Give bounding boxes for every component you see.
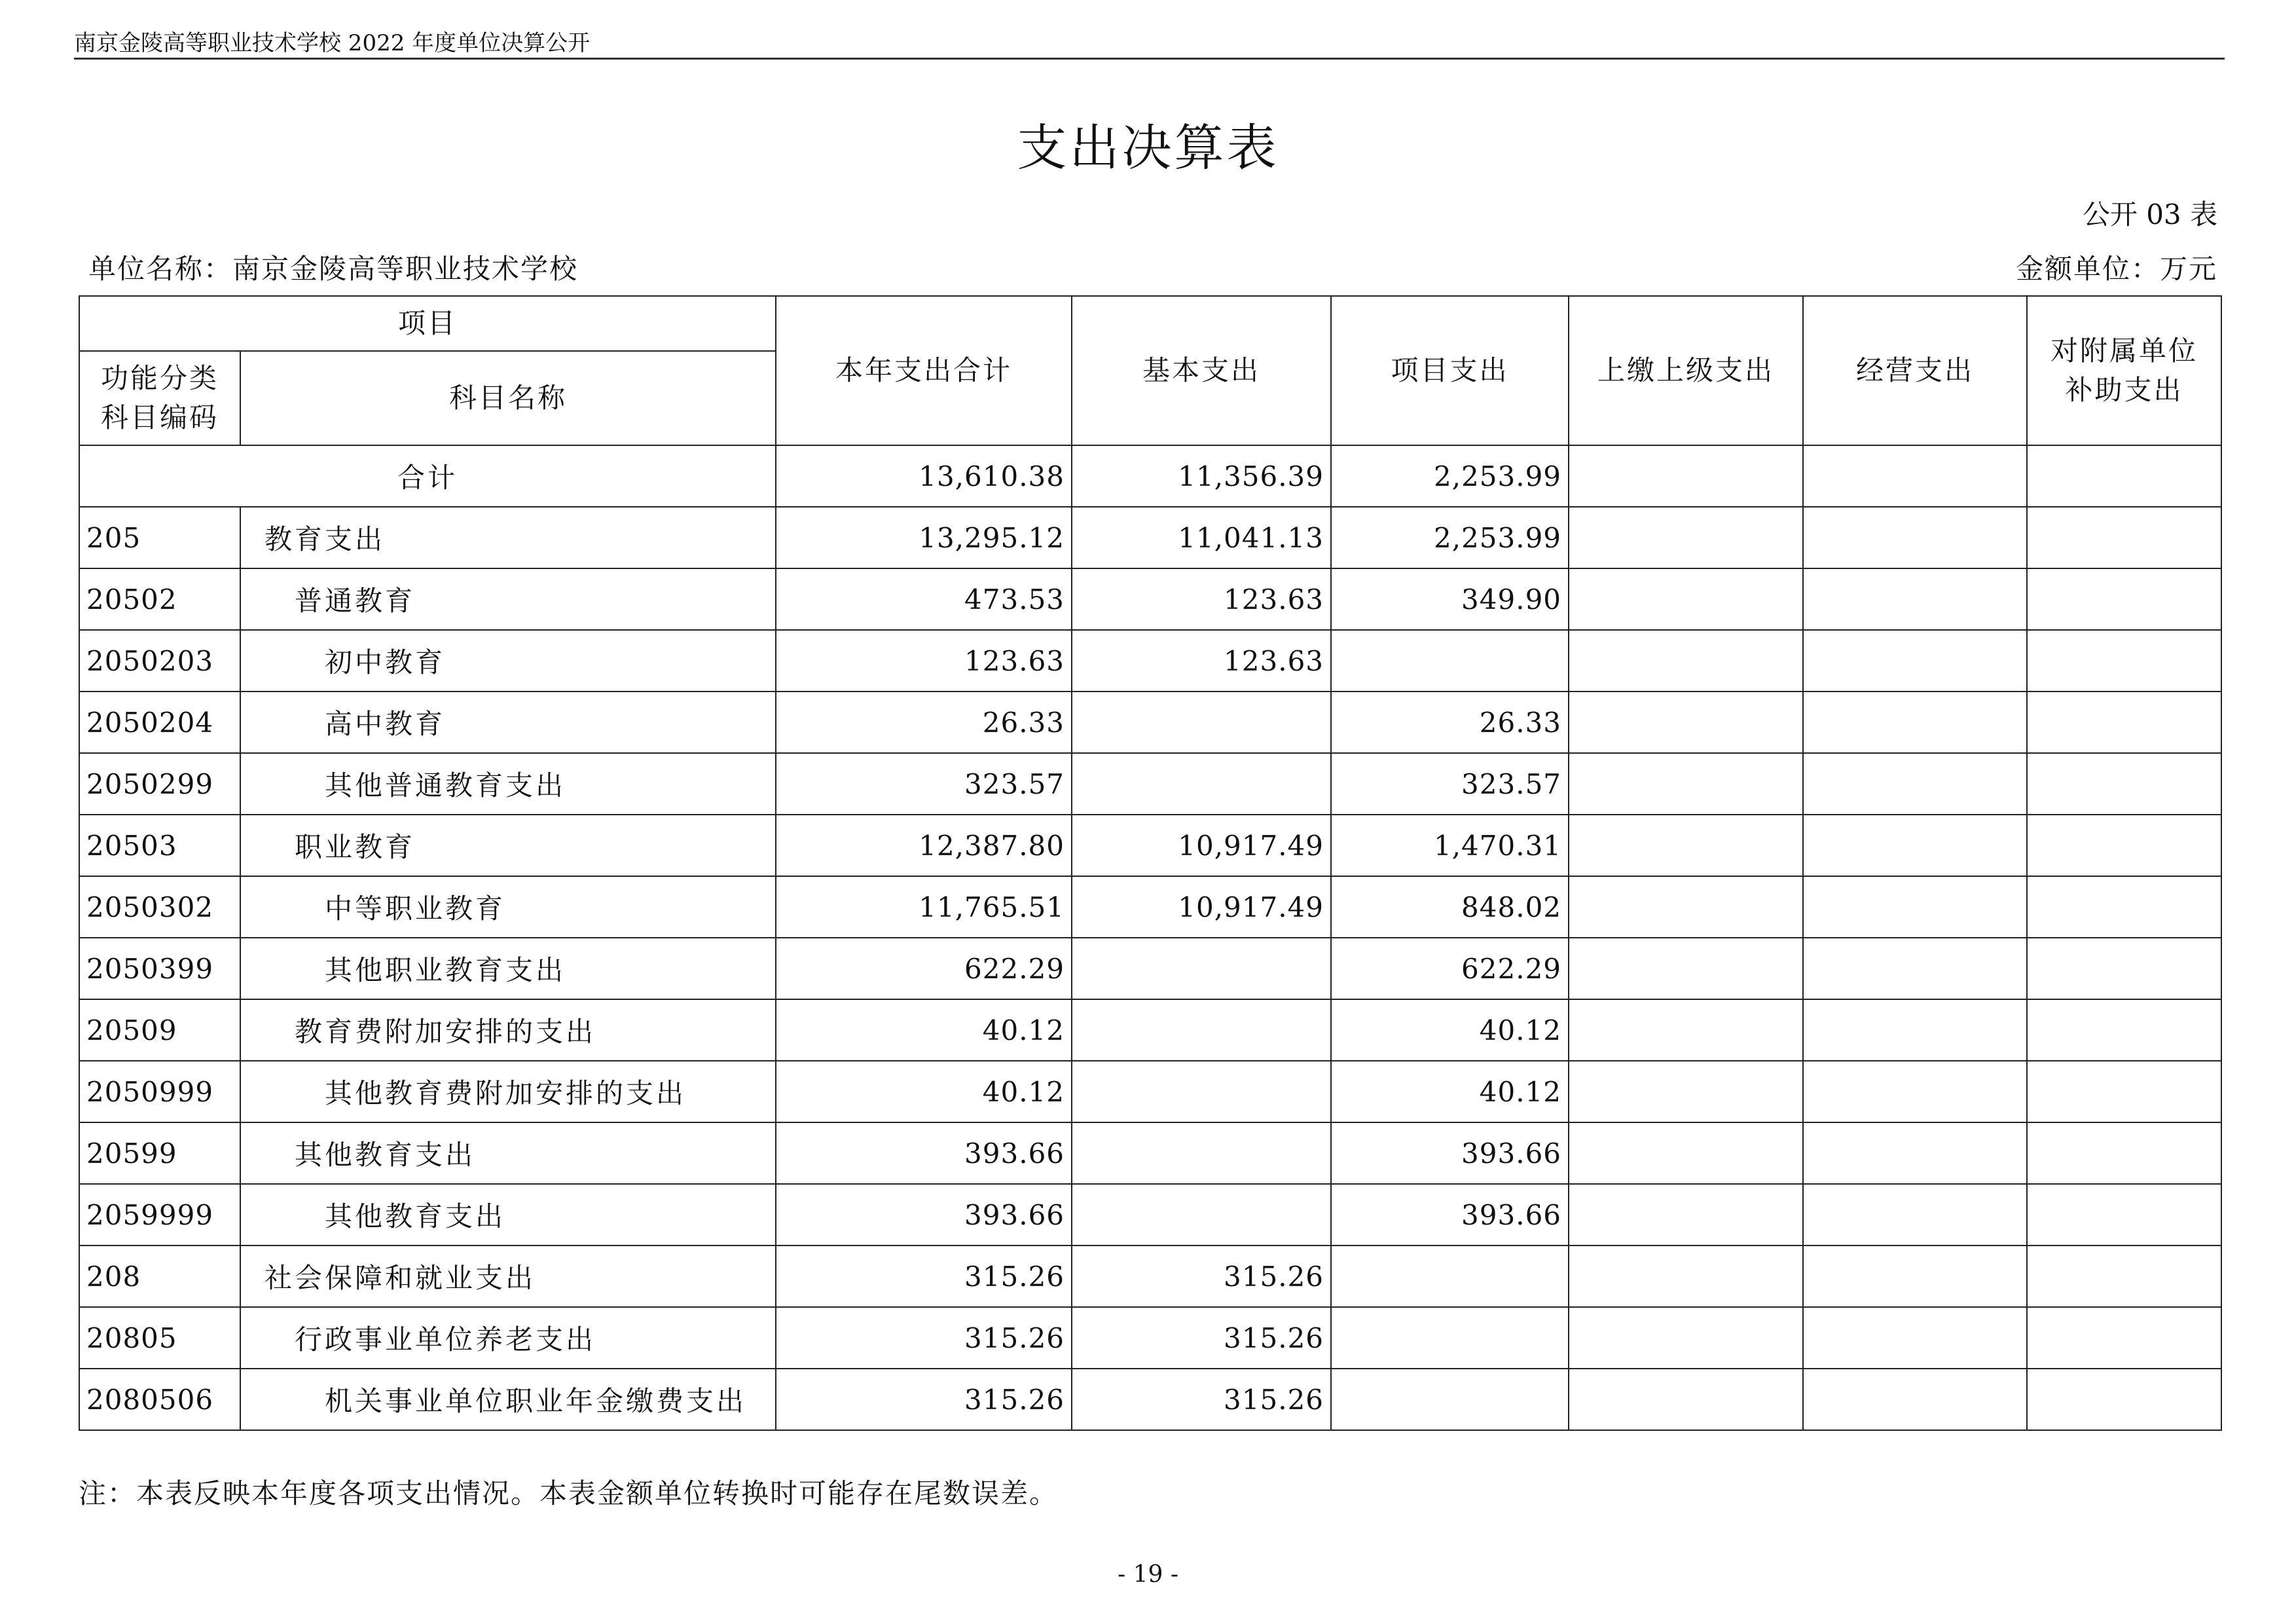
row-upper [1569,876,1803,938]
total-header: 本年支出合计 [776,296,1072,445]
row-name: 初中教育 [240,630,776,692]
row-project: 393.66 [1331,1184,1569,1246]
row-business [1803,1307,2027,1369]
row-code: 2050299 [79,753,240,815]
row-total: 315.26 [776,1369,1072,1430]
row-name: 其他教育支出 [240,1184,776,1246]
table-row [79,1122,2221,1184]
row-code: 20805 [79,1307,240,1369]
total-business [1803,445,2027,507]
row-total: 393.66 [776,1122,1072,1184]
table-row [79,938,2221,999]
row-upper [1569,507,1803,568]
row-subsidy [2027,815,2221,876]
row-business [1803,938,2027,999]
item-header: 项目 [79,296,776,351]
row-project: 2,253.99 [1331,507,1569,568]
row-basic: 315.26 [1072,1246,1331,1307]
row-business [1803,753,2027,815]
row-code: 2059999 [79,1184,240,1246]
row-business [1803,507,2027,568]
code-header [79,351,240,445]
row-subsidy [2027,692,2221,753]
row-name: 社会保障和就业支出 [240,1246,776,1307]
row-code: 20502 [79,568,240,630]
row-upper [1569,1369,1803,1430]
running-header: 南京金陵高等职业技术学校 2022 年度单位决算公开 [74,30,591,56]
row-project: 622.29 [1331,938,1569,999]
row-name: 其他教育支出 [240,1122,776,1184]
row-total: 13,295.12 [776,507,1072,568]
header-rule [74,58,2225,60]
row-basic: 10,917.49 [1072,815,1331,876]
row-total: 11,765.51 [776,876,1072,938]
row-basic [1072,753,1331,815]
row-basic: 10,917.49 [1072,876,1331,938]
row-total: 622.29 [776,938,1072,999]
row-name: 中等职业教育 [240,876,776,938]
row-subsidy [2027,1061,2221,1122]
project-header: 项目支出 [1331,296,1569,445]
row-business [1803,999,2027,1061]
total-total: 13,610.38 [776,445,1072,507]
row-upper [1569,753,1803,815]
row-basic [1072,999,1331,1061]
page-number: - 19 - [1117,1561,1179,1588]
table-row [79,753,2221,815]
row-project: 848.02 [1331,876,1569,938]
row-name: 其他教育费附加安排的支出 [240,1061,776,1122]
row-subsidy [2027,630,2221,692]
row-total: 315.26 [776,1307,1072,1369]
row-project [1331,630,1569,692]
total-label: 合计 [79,445,776,507]
table-row [79,815,2221,876]
row-project: 393.66 [1331,1122,1569,1184]
row-code: 208 [79,1246,240,1307]
row-project [1331,1246,1569,1307]
subsidy-header-line2: 补助支出 [2065,374,2183,406]
row-code: 20509 [79,999,240,1061]
row-project: 26.33 [1331,692,1569,753]
row-name: 普通教育 [240,568,776,630]
row-project [1331,1369,1569,1430]
row-upper [1569,568,1803,630]
code-header-line1: 功能分类 [100,362,219,394]
row-project: 1,470.31 [1331,815,1569,876]
row-name: 机关事业单位职业年金缴费支出 [240,1369,776,1430]
row-subsidy [2027,876,2221,938]
row-upper [1569,1307,1803,1369]
row-basic [1072,1122,1331,1184]
row-total: 40.12 [776,999,1072,1061]
row-code: 2050203 [79,630,240,692]
row-name: 职业教育 [240,815,776,876]
row-code: 205 [79,507,240,568]
row-total: 26.33 [776,692,1072,753]
row-code: 20503 [79,815,240,876]
row-business [1803,815,2027,876]
table-row [79,630,2221,692]
row-business [1803,1122,2027,1184]
row-business [1803,1246,2027,1307]
row-upper [1569,692,1803,753]
row-subsidy [2027,568,2221,630]
table-row [79,1246,2221,1307]
row-total: 315.26 [776,1246,1072,1307]
row-subsidy [2027,1122,2221,1184]
business-header: 经营支出 [1803,296,2027,445]
row-basic: 11,041.13 [1072,507,1331,568]
row-code: 2050302 [79,876,240,938]
row-name: 其他普通教育支出 [240,753,776,815]
row-upper [1569,1184,1803,1246]
table-row [79,692,2221,753]
row-upper [1569,1061,1803,1122]
row-basic: 315.26 [1072,1307,1331,1369]
row-business [1803,876,2027,938]
amount-unit: 金额单位：万元 [2015,253,2217,285]
subsidy-header-line1: 对附属单位 [2050,335,2198,367]
row-basic [1072,692,1331,753]
row-basic: 123.63 [1072,630,1331,692]
row-subsidy [2027,1369,2221,1430]
total-basic: 11,356.39 [1072,445,1331,507]
total-row [79,445,2221,507]
row-business [1803,630,2027,692]
name-header: 科目名称 [240,351,776,445]
row-subsidy [2027,999,2221,1061]
row-business [1803,568,2027,630]
row-business [1803,1184,2027,1246]
row-code: 20599 [79,1122,240,1184]
total-upper [1569,445,1803,507]
row-total: 12,387.80 [776,815,1072,876]
row-total: 40.12 [776,1061,1072,1122]
table-row [79,999,2221,1061]
row-upper [1569,999,1803,1061]
row-name: 高中教育 [240,692,776,753]
row-business [1803,1369,2027,1430]
row-code: 2050999 [79,1061,240,1122]
row-upper [1569,630,1803,692]
total-project: 2,253.99 [1331,445,1569,507]
upper-header: 上缴上级支出 [1569,296,1803,445]
row-upper [1569,938,1803,999]
row-basic [1072,1184,1331,1246]
row-subsidy [2027,1184,2221,1246]
row-basic [1072,1061,1331,1122]
row-subsidy [2027,507,2221,568]
row-project [1331,1307,1569,1369]
table-row [79,1307,2221,1369]
form-number: 公开 03 表 [2082,198,2217,231]
table-row [79,1061,2221,1122]
row-basic: 315.26 [1072,1369,1331,1430]
row-subsidy [2027,1307,2221,1369]
table-row [79,568,2221,630]
basic-header: 基本支出 [1072,296,1331,445]
table-row [79,507,2221,568]
row-project: 349.90 [1331,568,1569,630]
unit-name: 单位名称：南京金陵高等职业技术学校 [88,253,579,285]
row-total: 473.53 [776,568,1072,630]
row-subsidy [2027,1246,2221,1307]
row-project: 40.12 [1331,1061,1569,1122]
row-subsidy [2027,938,2221,999]
table-note: 注：本表反映本年度各项支出情况。本表金额单位转换时可能存在尾数误差。 [79,1477,1059,1509]
table-row [79,1184,2221,1246]
row-code: 2050399 [79,938,240,999]
row-business [1803,692,2027,753]
row-name: 教育支出 [240,507,776,568]
row-code: 2050204 [79,692,240,753]
row-total: 393.66 [776,1184,1072,1246]
page-title: 支出决算表 [1017,119,1279,177]
total-subsidy [2027,445,2221,507]
row-subsidy [2027,753,2221,815]
row-upper [1569,1246,1803,1307]
row-total: 323.57 [776,753,1072,815]
subsidy-header [2027,296,2221,445]
row-upper [1569,1122,1803,1184]
table-row [79,1369,2221,1430]
row-code: 2080506 [79,1369,240,1430]
row-business [1803,1061,2027,1122]
row-upper [1569,815,1803,876]
row-name: 教育费附加安排的支出 [240,999,776,1061]
table-row [79,876,2221,938]
row-total: 123.63 [776,630,1072,692]
row-name: 其他职业教育支出 [240,938,776,999]
row-project: 40.12 [1331,999,1569,1061]
expenditure-table [79,295,2222,1431]
row-name: 行政事业单位养老支出 [240,1307,776,1369]
row-basic: 123.63 [1072,568,1331,630]
row-basic [1072,938,1331,999]
code-header-line2: 科目编码 [100,401,219,434]
row-project: 323.57 [1331,753,1569,815]
